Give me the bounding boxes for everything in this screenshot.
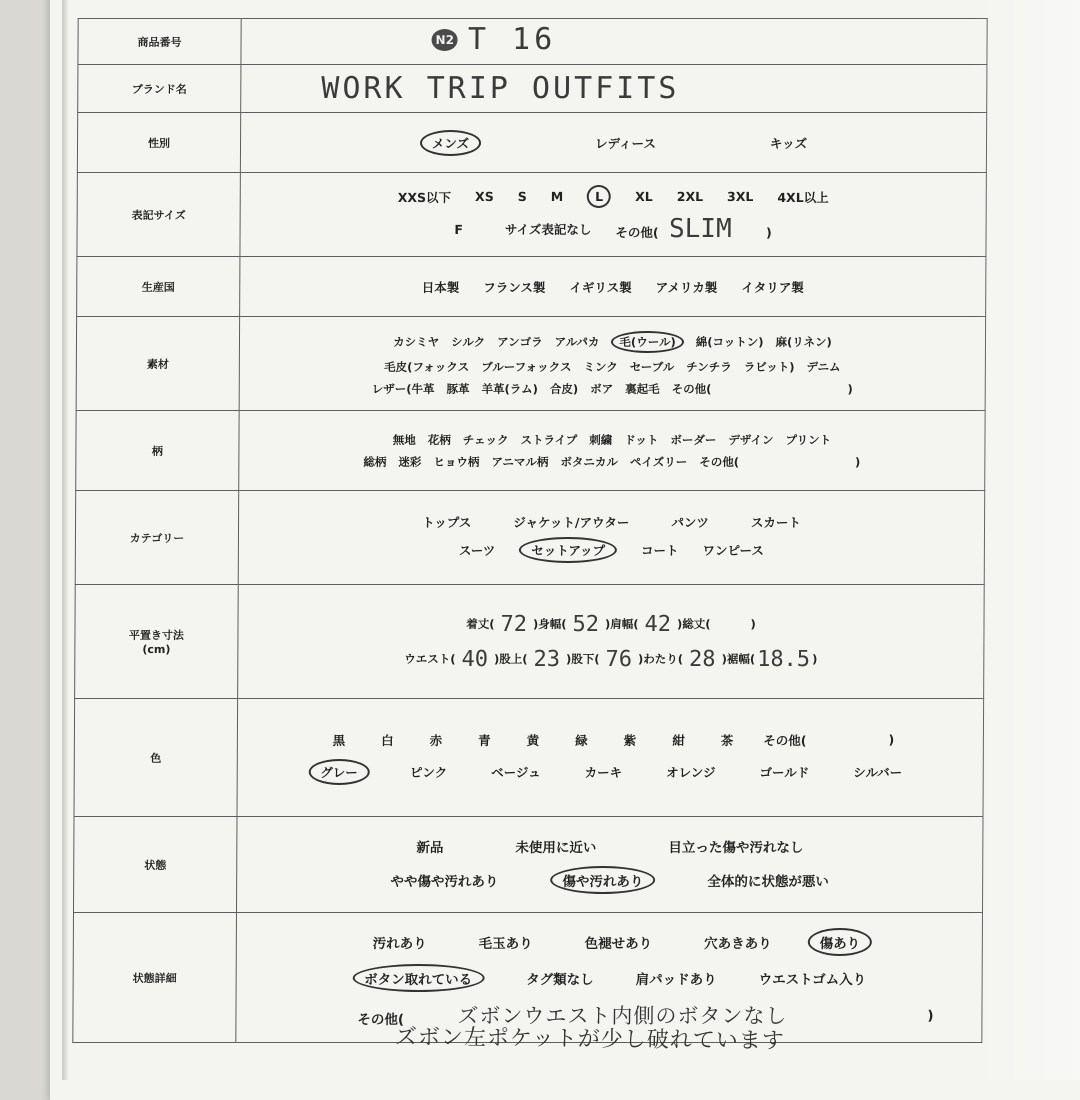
- size-option-s[interactable]: S: [517, 189, 527, 204]
- measure-inseam-value[interactable]: 76: [605, 646, 633, 672]
- label-measure-cell: [75, 585, 239, 699]
- row-brand: [78, 65, 987, 113]
- row-country: [77, 257, 986, 317]
- gender-option-kids[interactable]: キッズ: [769, 135, 808, 151]
- country-italy[interactable]: イタリア製: [741, 279, 804, 295]
- product-no-value: T 16: [467, 22, 557, 57]
- detail-hole[interactable]: 穴あきあり: [704, 935, 772, 952]
- measure-body-value[interactable]: 52: [572, 611, 600, 637]
- category-suit[interactable]: スーツ: [458, 542, 496, 558]
- color-gray[interactable]: グレー: [308, 759, 370, 785]
- size-option-3xl[interactable]: 3XL: [727, 189, 754, 204]
- color-cell: [237, 699, 984, 817]
- color-yellow[interactable]: 黄: [526, 732, 540, 748]
- material-fur-fox[interactable]: 毛皮(フォックス: [384, 359, 470, 374]
- detail-shoulder-pad[interactable]: 肩パッドあり: [635, 971, 717, 988]
- size-option-l[interactable]: L: [587, 185, 611, 208]
- label-pattern: 柄: [76, 411, 239, 491]
- material-other-close: ): [847, 381, 853, 396]
- material-synthetic[interactable]: 合皮): [549, 381, 579, 396]
- pattern-border[interactable]: ボーダー: [670, 432, 717, 447]
- condition-cell: [236, 817, 983, 913]
- color-khaki[interactable]: カーキ: [584, 764, 623, 780]
- color-other-close: ): [888, 732, 895, 747]
- measure-shoulder-label: )肩幅(: [604, 617, 639, 631]
- color-beige[interactable]: ベージュ: [491, 764, 541, 780]
- condition-poor[interactable]: 全体的に状態が悪い: [707, 873, 829, 890]
- color-white[interactable]: 白: [381, 732, 394, 748]
- condition-slight-damage[interactable]: やや傷や汚れあり: [390, 873, 499, 890]
- gender-option-ladies[interactable]: レディース: [594, 135, 656, 151]
- material-other-label: その他(: [671, 381, 712, 396]
- material-mink[interactable]: ミンク: [583, 359, 618, 374]
- material-chinchilla[interactable]: チンチラ: [686, 359, 732, 374]
- pattern-allover[interactable]: 総柄: [363, 454, 387, 469]
- color-red[interactable]: 赤: [429, 732, 443, 748]
- pattern-check[interactable]: チェック: [462, 432, 509, 447]
- size-option-xl[interactable]: XL: [635, 189, 653, 204]
- sleeve-edge: [62, 0, 68, 1080]
- label-size: 表記サイズ: [77, 173, 240, 257]
- pattern-embroidery[interactable]: 刺繍: [589, 432, 613, 447]
- size-option-4xl[interactable]: 4XL以上: [777, 189, 829, 205]
- row-measure: [75, 585, 985, 699]
- country-uk[interactable]: イギリス製: [569, 279, 632, 295]
- label-color: 色: [74, 699, 238, 817]
- material-brushed[interactable]: 裏起毛: [625, 381, 660, 396]
- row-material: [76, 317, 985, 411]
- product-no-cell: [241, 19, 987, 65]
- size-option-xxs[interactable]: XXS以下: [397, 189, 452, 205]
- material-wool[interactable]: 毛(ウール): [611, 331, 683, 353]
- label-measure: 平置き寸法: [128, 629, 184, 642]
- material-blue-fox[interactable]: ブルーフォックス: [481, 359, 572, 374]
- material-sable[interactable]: セーブル: [629, 359, 675, 374]
- category-tops[interactable]: トップス: [422, 514, 472, 530]
- measure-waist-label: ウエスト(: [404, 652, 456, 666]
- color-purple[interactable]: 紫: [623, 732, 637, 748]
- condition-like-new[interactable]: 未使用に近い: [515, 839, 597, 856]
- measure-shoulder-value[interactable]: 42: [644, 611, 672, 637]
- pattern-design[interactable]: デザイン: [728, 432, 774, 447]
- measure-body-label: )身幅(: [532, 617, 567, 631]
- row-category: [75, 491, 984, 585]
- size-other-close: ): [765, 225, 772, 240]
- category-skirt[interactable]: スカート: [750, 514, 801, 530]
- measure-rise-label: )股上(: [494, 652, 528, 666]
- pattern-animal[interactable]: アニマル柄: [491, 454, 549, 469]
- color-orange[interactable]: オレンジ: [666, 764, 716, 780]
- condition-no-damage[interactable]: 目立った傷や汚れなし: [668, 839, 804, 856]
- label-measure-unit: (cm): [142, 643, 171, 656]
- measure-line2-close: ): [812, 652, 818, 666]
- color-green[interactable]: 緑: [575, 732, 588, 748]
- country-usa[interactable]: アメリカ製: [655, 279, 718, 295]
- measure-hem-value[interactable]: 18.5: [757, 646, 811, 672]
- measure-hem-label: )裾幅(: [721, 652, 756, 666]
- category-setup[interactable]: セットアップ: [519, 537, 617, 563]
- brand-cell: [241, 65, 987, 113]
- measure-thigh-value[interactable]: 28: [689, 646, 716, 672]
- material-angora[interactable]: アンゴラ: [497, 334, 543, 349]
- category-onepiece[interactable]: ワンピース: [702, 542, 764, 558]
- category-cell: [238, 491, 984, 585]
- measure-thigh-label: )わたり(: [638, 652, 684, 666]
- size-option-2xl[interactable]: 2XL: [676, 189, 704, 204]
- detail-fading[interactable]: 色褪せあり: [584, 935, 653, 952]
- row-condition: [73, 817, 983, 913]
- size-option-xs[interactable]: XS: [475, 189, 494, 204]
- size-other: [615, 214, 771, 244]
- material-boa[interactable]: ボア: [590, 381, 614, 396]
- pattern-paisley[interactable]: ペイズリー: [629, 454, 688, 469]
- measure-line1-close: ): [750, 617, 756, 631]
- material-leather-cow[interactable]: レザー(牛革: [371, 381, 435, 396]
- detail-no-tag[interactable]: タグ類なし: [526, 971, 594, 988]
- pattern-botanical[interactable]: ボタニカル: [560, 454, 618, 469]
- pattern-leopard[interactable]: ヒョウ柄: [433, 454, 480, 469]
- pattern-camo[interactable]: 迷彩: [398, 454, 422, 469]
- color-black[interactable]: 黒: [332, 732, 346, 748]
- material-alpaca[interactable]: アルパカ: [554, 334, 600, 349]
- condition-damage[interactable]: 傷や汚れあり: [550, 866, 655, 894]
- row-product-no: [78, 19, 987, 65]
- detail-button-missing[interactable]: ボタン取れている: [352, 964, 484, 992]
- size-other-label: その他(: [615, 225, 659, 240]
- label-detail: 状態詳細: [73, 913, 237, 1043]
- label-category: カテゴリー: [75, 491, 238, 585]
- pattern-plain[interactable]: 無地: [392, 432, 416, 447]
- country-france[interactable]: フランス製: [483, 279, 546, 295]
- detail-other-close: ): [927, 1007, 934, 1024]
- row-gender: [77, 113, 986, 173]
- material-silk[interactable]: シルク: [451, 334, 486, 349]
- measure-inseam-label: )股下(: [566, 652, 600, 666]
- color-brown[interactable]: 茶: [720, 732, 734, 748]
- pattern-cell: [239, 411, 985, 491]
- material-rabbit[interactable]: ラビット): [743, 359, 795, 374]
- color-gold[interactable]: ゴールド: [759, 764, 810, 780]
- size-option-no-label[interactable]: サイズ表記なし: [504, 222, 592, 237]
- brand-value: WORK TRIP OUTFITS: [321, 71, 680, 106]
- material-cell: [239, 317, 985, 411]
- inspection-form: [72, 18, 987, 1043]
- color-other-label: その他(: [763, 732, 807, 748]
- label-country: 生産国: [77, 257, 240, 317]
- pattern-other-label: その他(: [699, 454, 740, 469]
- material-denim[interactable]: デニム: [806, 359, 841, 374]
- material-lamb[interactable]: 羊革(ラム): [481, 381, 538, 396]
- pattern-floral[interactable]: 花柄: [427, 432, 451, 447]
- material-cotton[interactable]: 綿(コットン): [695, 334, 764, 349]
- measure-waist-value[interactable]: 40: [461, 646, 489, 672]
- label-condition: 状態: [73, 817, 237, 913]
- gender-option-mens[interactable]: メンズ: [420, 130, 481, 156]
- color-blue[interactable]: 青: [478, 732, 491, 748]
- country-japan[interactable]: 日本製: [421, 279, 460, 295]
- country-cell: [240, 257, 986, 317]
- row-color: [74, 699, 984, 817]
- color-pink[interactable]: ピンク: [409, 764, 448, 780]
- measure-length-value[interactable]: 72: [500, 611, 528, 637]
- sleeve-gloss: [970, 0, 1080, 1080]
- material-pig[interactable]: 豚革: [446, 381, 470, 396]
- size-cell: [240, 173, 986, 257]
- product-no-badge: N2: [432, 29, 459, 51]
- detail-note-2[interactable]: ズボン左ポケットが少し破れています: [394, 1024, 786, 1055]
- size-option-m[interactable]: M: [550, 189, 564, 204]
- size-option-f[interactable]: F: [454, 221, 463, 237]
- row-size: [77, 173, 986, 257]
- pattern-other-close: ): [854, 454, 861, 469]
- detail-other-label: その他(: [357, 1011, 405, 1028]
- color-silver[interactable]: シルバー: [853, 764, 903, 780]
- pattern-print[interactable]: プリント: [785, 432, 832, 447]
- material-linen[interactable]: 麻(リネン): [775, 334, 832, 349]
- measure-length-label: 着丈(: [466, 617, 495, 631]
- size-other-value[interactable]: SLIM: [668, 214, 732, 244]
- measure-total-label: )総丈(: [676, 617, 711, 631]
- measure-cell: [238, 585, 985, 699]
- detail-pilling[interactable]: 毛玉あり: [478, 935, 533, 952]
- gender-cell: [240, 113, 986, 173]
- detail-stain[interactable]: 汚れあり: [372, 935, 427, 952]
- detail-note-1[interactable]: ズボンウエスト内側のボタンなし: [457, 1003, 788, 1028]
- color-navy[interactable]: 紺: [672, 732, 685, 748]
- category-jacket[interactable]: ジャケット/アウター: [513, 514, 630, 530]
- row-pattern: [76, 411, 985, 491]
- pattern-dot[interactable]: ドット: [624, 432, 659, 447]
- detail-scratch[interactable]: 傷あり: [808, 928, 873, 956]
- category-pants[interactable]: パンツ: [671, 514, 709, 530]
- measure-rise-value[interactable]: 23: [533, 646, 561, 672]
- category-coat[interactable]: コート: [640, 542, 679, 558]
- material-cashmere[interactable]: カシミヤ: [393, 334, 440, 349]
- pattern-stripe[interactable]: ストライプ: [520, 432, 578, 447]
- detail-elastic-waist[interactable]: ウエストゴム入り: [758, 971, 867, 988]
- label-product-no: 商品番号: [78, 19, 241, 65]
- label-brand: ブランド名: [78, 65, 241, 113]
- label-gender: 性別: [77, 113, 240, 173]
- label-material: 素材: [76, 317, 239, 411]
- condition-new[interactable]: 新品: [416, 839, 444, 856]
